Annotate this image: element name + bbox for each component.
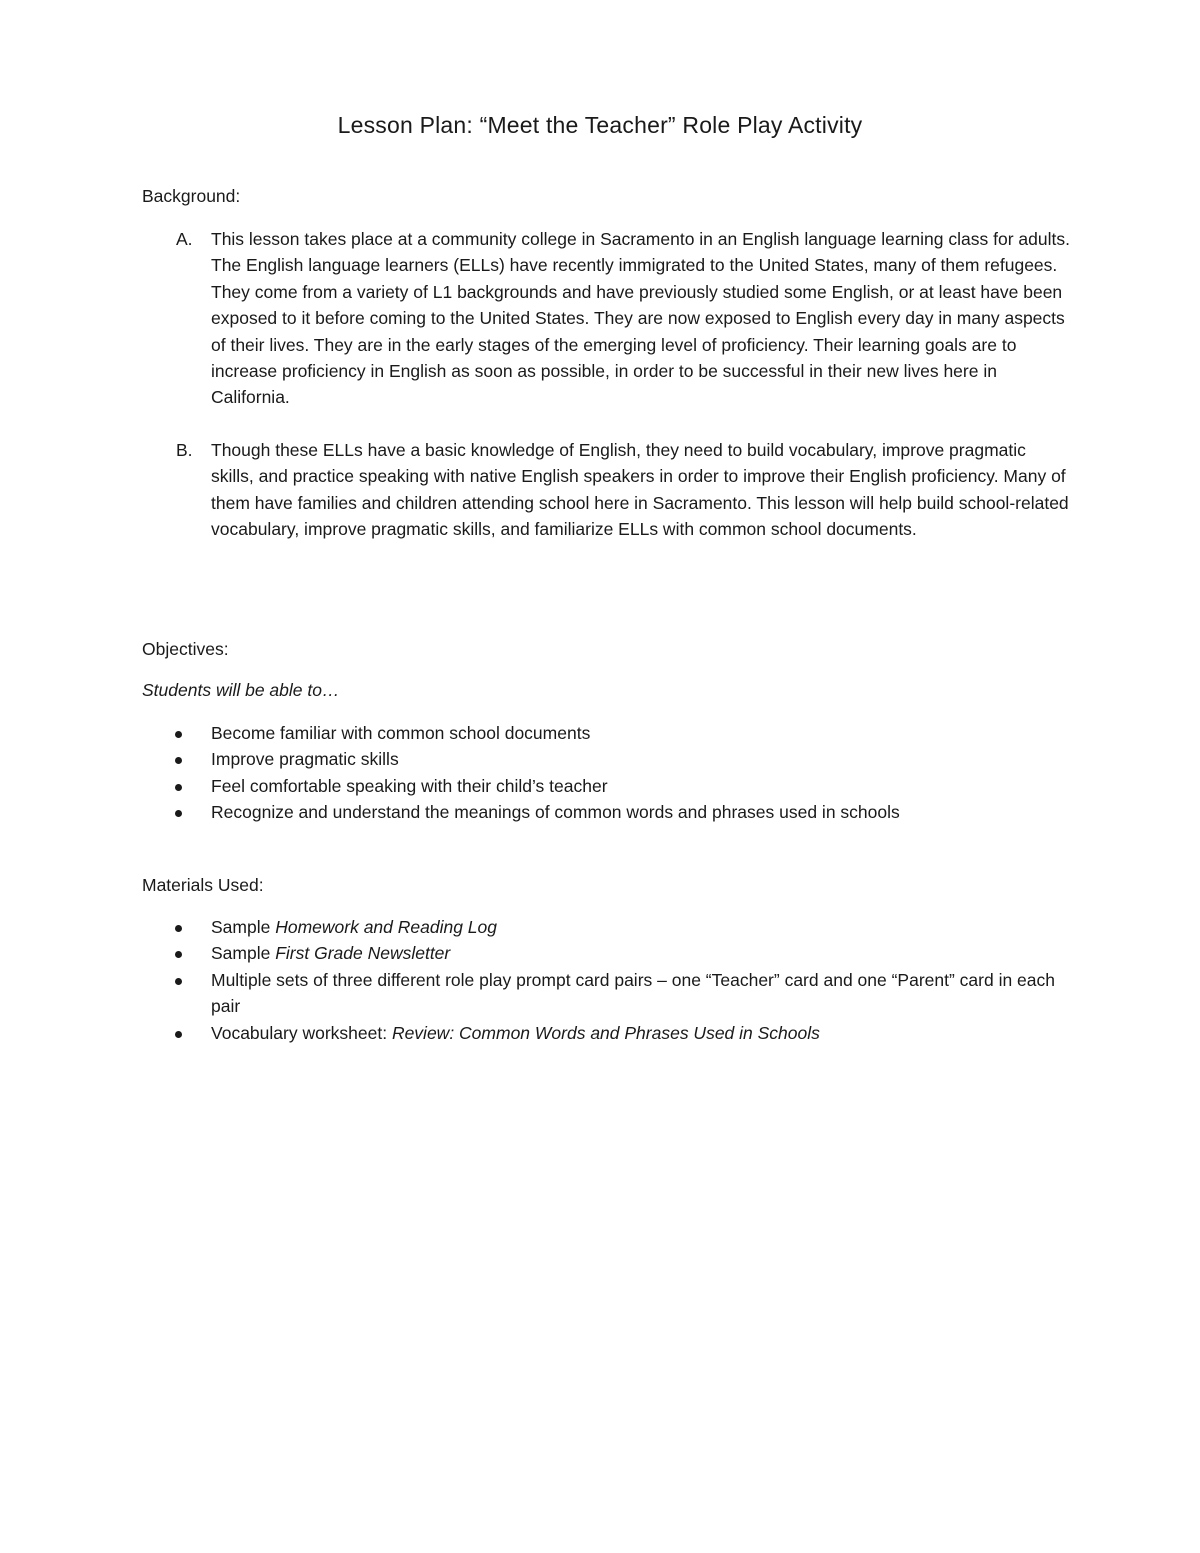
list-marker: B. bbox=[176, 439, 193, 460]
material-text: Sample bbox=[211, 943, 276, 964]
materials-heading: Materials Used: bbox=[142, 875, 264, 895]
objectives-heading: Objectives: bbox=[142, 639, 229, 659]
objective-text: Feel comfortable speaking with their child’s teacher bbox=[211, 775, 608, 796]
objective-text: Improve pragmatic skills bbox=[211, 749, 399, 770]
objective-text: Become familiar with common school documents bbox=[211, 723, 591, 743]
material-title: Homework and Reading Log bbox=[275, 917, 498, 937]
material-title: Review: Common Words and Phrases Used in Schools bbox=[391, 1022, 820, 1043]
bullet-icon bbox=[175, 925, 182, 932]
material-text: Multiple sets of three different role play prompt card pairs – one “Teacher” card and one “Parent” card in each pair bbox=[211, 969, 1056, 1017]
material-text: Sample bbox=[211, 917, 276, 937]
material-item bbox=[142, 940, 1072, 966]
document-title: Lesson Plan: “Meet the Teacher” Role Play Activity bbox=[337, 112, 863, 138]
background-item bbox=[142, 437, 1072, 543]
objective-text: Recognize and understand the meanings of common words and phrases used in schools bbox=[211, 802, 900, 823]
background-heading: Background: bbox=[142, 186, 241, 206]
bullet-icon bbox=[175, 978, 182, 985]
objective-item bbox=[142, 720, 1072, 746]
bullet-icon bbox=[175, 731, 182, 738]
materials-list bbox=[142, 914, 1072, 1046]
objectives-intro: Students will be able to… bbox=[142, 680, 340, 700]
material-item bbox=[142, 914, 1072, 940]
background-item bbox=[142, 226, 1072, 411]
objectives-list bbox=[142, 720, 1072, 826]
bullet-icon bbox=[175, 784, 182, 791]
objective-item bbox=[142, 746, 1072, 772]
bullet-icon bbox=[175, 757, 182, 764]
objective-item bbox=[142, 799, 1072, 825]
material-item bbox=[142, 1020, 1072, 1046]
background-paragraph: Though these ELLs have a basic knowledge of English, they need to build vocabulary, improve pragmatic skills, and practice speaking with native English speakers in order to improve their English proficiency. Many of them have families and children attending school here in Sacramento. This lesson will help build school-related vocabulary, improve pragmatic skills, and familiarize ELLs with common school documents. bbox=[211, 439, 1069, 540]
material-title: First Grade Newsletter bbox=[275, 943, 451, 964]
background-list bbox=[142, 226, 1072, 542]
material-item bbox=[142, 967, 1072, 1020]
objective-item bbox=[142, 773, 1072, 799]
bullet-icon bbox=[175, 810, 182, 817]
material-text: Vocabulary worksheet: bbox=[211, 1022, 392, 1043]
bullet-icon bbox=[175, 951, 182, 958]
bullet-icon bbox=[175, 1031, 182, 1038]
background-paragraph: This lesson takes place at a community college in Sacramento in an English language learning class for adults. The English language learners (ELLs) have recently immigrated to the United States, many of them refugees. They come from a variety of L1 backgrounds and have previously studied some English, or at least have been exposed to it before coming to the United States. They are now exposed to English every day in many aspects of their lives. They are in the early stages of the emerging level of proficiency. Their learning goals are to increase proficiency in English as soon as possible, in order to be successful in their new lives here in California. bbox=[211, 229, 1070, 408]
list-marker: A. bbox=[176, 229, 193, 249]
